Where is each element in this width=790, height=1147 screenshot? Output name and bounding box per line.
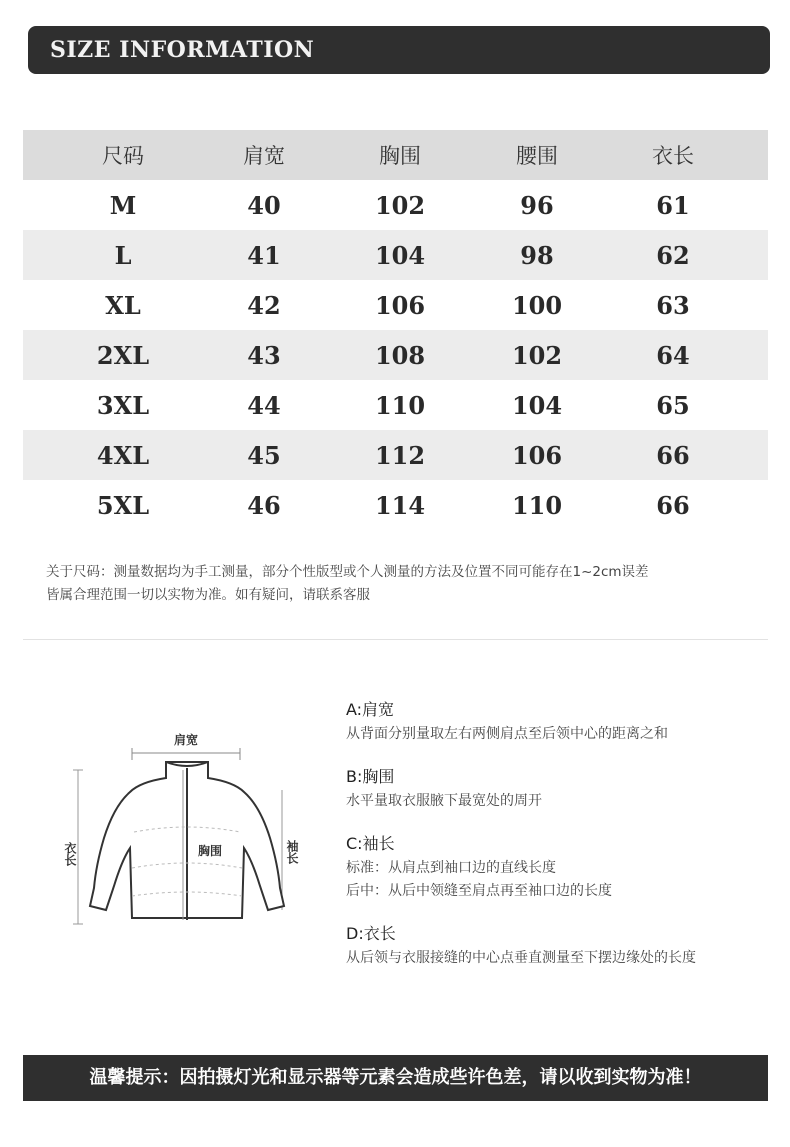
footer-bar: [23, 1055, 768, 1101]
cell-length: 61: [656, 191, 690, 220]
cell-length: 65: [656, 391, 690, 420]
desc-chest-text: 水平量取衣服腋下最宽处的周开: [346, 793, 542, 809]
cell-length: 62: [656, 241, 690, 270]
header-title: SIZE INFORMATION: [50, 37, 315, 63]
desc-sleeve-text-1: 标准：从肩点到袖口边的直线长度: [346, 860, 556, 876]
desc-chest: [346, 764, 786, 813]
jacket-diagram: [60, 720, 310, 940]
cell-shoulder: 43: [247, 341, 281, 370]
table-row: [23, 380, 768, 430]
cell-shoulder: 44: [247, 391, 281, 420]
cell-waist: 106: [511, 441, 563, 470]
header-bar: [28, 26, 770, 74]
measurement-note: [46, 561, 776, 607]
cell-length: 63: [656, 291, 690, 320]
cell-waist: 102: [511, 341, 563, 370]
cell-shoulder: 45: [247, 441, 281, 470]
cell-waist: 104: [511, 391, 563, 420]
cell-chest: 108: [374, 341, 426, 370]
cell-waist: 98: [520, 241, 554, 270]
cell-waist: 110: [511, 491, 563, 520]
cell-chest: 106: [374, 291, 426, 320]
cell-size: 3XL: [96, 391, 150, 420]
size-table: [23, 130, 768, 530]
table-row: [23, 430, 768, 480]
cell-size: M: [109, 191, 137, 220]
table-header-row: [23, 130, 768, 180]
cell-shoulder: 40: [247, 191, 281, 220]
desc-sleeve: [346, 831, 786, 903]
desc-shoulder-title: A:肩宽: [346, 700, 395, 719]
table-row: [23, 230, 768, 280]
cell-size: L: [114, 241, 132, 270]
table-row: [23, 280, 768, 330]
cell-size: 5XL: [96, 491, 150, 520]
cell-shoulder: 41: [247, 241, 281, 270]
header-length: 衣长: [652, 144, 694, 168]
desc-length: [346, 921, 786, 970]
desc-length-title: D:衣长: [346, 924, 396, 943]
header-waist: 腰围: [516, 144, 558, 168]
cell-length: 64: [656, 341, 690, 370]
cell-size: 4XL: [96, 441, 150, 470]
cell-chest: 102: [374, 191, 426, 220]
desc-sleeve-title: C:袖长: [346, 834, 395, 853]
cell-chest: 112: [374, 441, 426, 470]
cell-chest: 110: [374, 391, 426, 420]
desc-shoulder: [346, 697, 786, 746]
cell-length: 66: [656, 441, 690, 470]
cell-shoulder: 42: [247, 291, 281, 320]
desc-chest-title: B:胸围: [346, 767, 395, 786]
table-row: [23, 480, 768, 530]
cell-chest: 104: [374, 241, 426, 270]
cell-chest: 114: [374, 491, 426, 520]
measurement-descriptions: [346, 697, 786, 988]
section-divider: [23, 639, 768, 640]
chest-label: 胸围: [197, 844, 223, 858]
header-size: 尺码: [102, 144, 144, 168]
desc-shoulder-text: 从背面分别量取左右两侧肩点至后领中心的距离之和: [346, 726, 668, 742]
header-shoulder: 肩宽: [243, 144, 285, 168]
table-row: [23, 180, 768, 230]
cell-size: XL: [105, 291, 141, 320]
shoulder-label: 肩宽: [173, 733, 199, 747]
note-line-2: 皆属合理范围一切以实物为准。如有疑问，请联系客服: [46, 587, 370, 603]
sleeve-label: 袖长: [285, 840, 299, 864]
cell-waist: 100: [511, 291, 563, 320]
cell-length: 66: [656, 491, 690, 520]
desc-sleeve-text-2: 后中：从后中领缝至肩点再至袖口边的长度: [346, 883, 612, 899]
cell-size: 2XL: [96, 341, 150, 370]
cell-shoulder: 46: [247, 491, 281, 520]
cell-waist: 96: [520, 191, 554, 220]
desc-length-text: 从后领与衣服接缝的中心点垂直测量至下摆边缘处的长度: [346, 950, 696, 966]
table-row: [23, 330, 768, 380]
footer-notice: 温馨提示：因拍摄灯光和显示器等元素会造成些许色差，请以收到实物为准！: [89, 1067, 702, 1088]
header-chest: 胸围: [379, 144, 421, 168]
note-line-1: 关于尺码：测量数据均为手工测量，部分个性版型或个人测量的方法及位置不同可能存在1~2cm误差: [46, 564, 649, 580]
length-label: 衣长: [63, 842, 77, 866]
